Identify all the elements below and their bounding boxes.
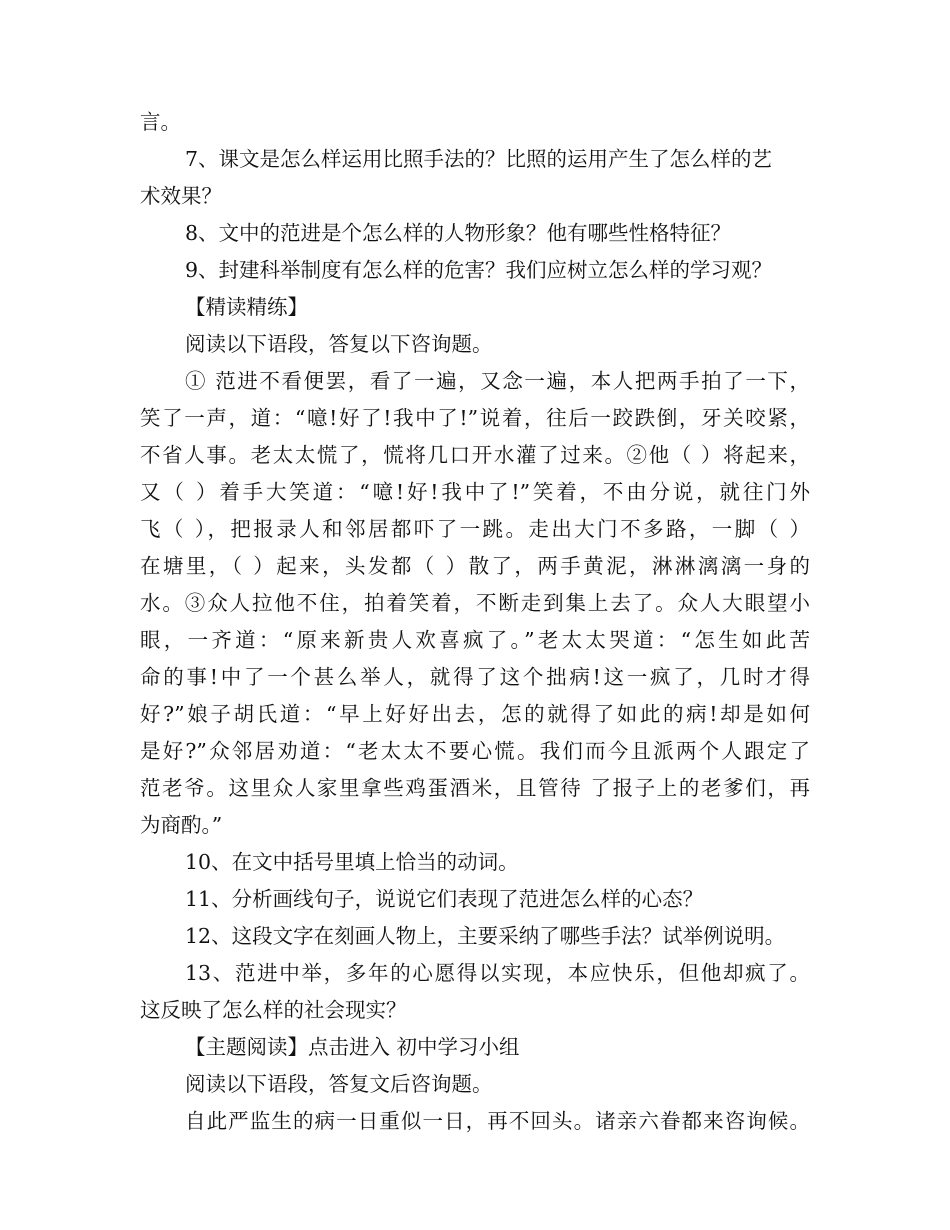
text-line: 言。 (140, 110, 181, 134)
question-11: 11、分析画线句子，说说它们表现了范进怎么样的心态？ (185, 887, 704, 911)
section-heading-intensive-reading: 【精读精练】 (185, 295, 308, 319)
passage-line: 自此严监生的病一日重似一日，再不回头。诸亲六眷都来咨询候。 (185, 1109, 810, 1133)
passage-line: 范老爷。这里众人家里拿些鸡蛋酒米，且管待 了报子上的老爹们，再 (140, 776, 810, 800)
passage-line: 是好?”众邻居劝道：“老太太不要心慌。我们而今且派两个人跟定了 (140, 739, 810, 763)
passage-line: 又（ ）着手大笑道：“噫!好!我中了!”笑着，不由分说，就往门外 (140, 480, 810, 504)
passage-line: ① 范进不看便罢，看了一遍，又念一遍，本人把两手拍了一下， (185, 369, 810, 393)
section-heading-theme-reading: 【主题阅读】点击进入 初中学习小组 (185, 1035, 520, 1059)
question-8: 8、文中的范进是个怎么样的人物形象？他有哪些性格特征？ (185, 221, 732, 245)
instruction-line: 阅读以下语段，答复以下咨询题。 (185, 332, 493, 356)
question-9: 9、封建科举制度有怎么样的危害？我们应树立怎么样的学习观？ (185, 258, 773, 282)
text-line: 这反映了怎么样的社会现实？ (140, 998, 407, 1022)
passage-line: 笑了一声，道：“噫!好了!我中了!”说着，往后一跤跌倒，牙关咬紧， (140, 406, 810, 430)
passage-line: 在塘里，（ ）起来，头发都（ ）散了，两手黄泥，淋淋漓漓一身的 (140, 554, 810, 578)
passage-line: 水。③众人拉他不住，拍着笑着，不断走到集上去了。众人大眼望小 (140, 591, 810, 615)
passage-line: 飞（ ），把报录人和邻居都吓了一跳。走出大门不多路，一脚（ ） (140, 517, 810, 541)
question-10: 10、在文中括号里填上恰当的动词。 (185, 850, 519, 874)
question-7: 7、课文是怎么样运用比照手法的？比照的运用产生了怎么样的艺 (185, 147, 773, 171)
passage-line: 好?”娘子胡氏道：“早上好好出去，怎的就得了如此的病!却是如何 (140, 702, 810, 726)
question-13: 13、范进中举，多年的心愿得以实现，本应快乐，但他却疯了。 (185, 961, 810, 985)
text-line: 术效果？ (140, 184, 222, 208)
passage-line: 不省人事。老太太慌了，慌将几口开水灌了过来。②他（ ）将起来， (140, 443, 810, 467)
passage-line: 命的事!中了一个甚么举人，就得了这个拙病!这一疯了，几时才得 (140, 665, 810, 689)
passage-line: 为商酌。” (140, 813, 223, 837)
instruction-line: 阅读以下语段，答复文后咨询题。 (185, 1072, 493, 1096)
passage-line: 眼，一齐道：“原来新贵人欢喜疯了。”老太太哭道：“怎生如此苦 (140, 628, 810, 652)
question-12: 12、这段文字在刻画人物上，主要采纳了哪些手法？试举例说明。 (185, 924, 786, 948)
